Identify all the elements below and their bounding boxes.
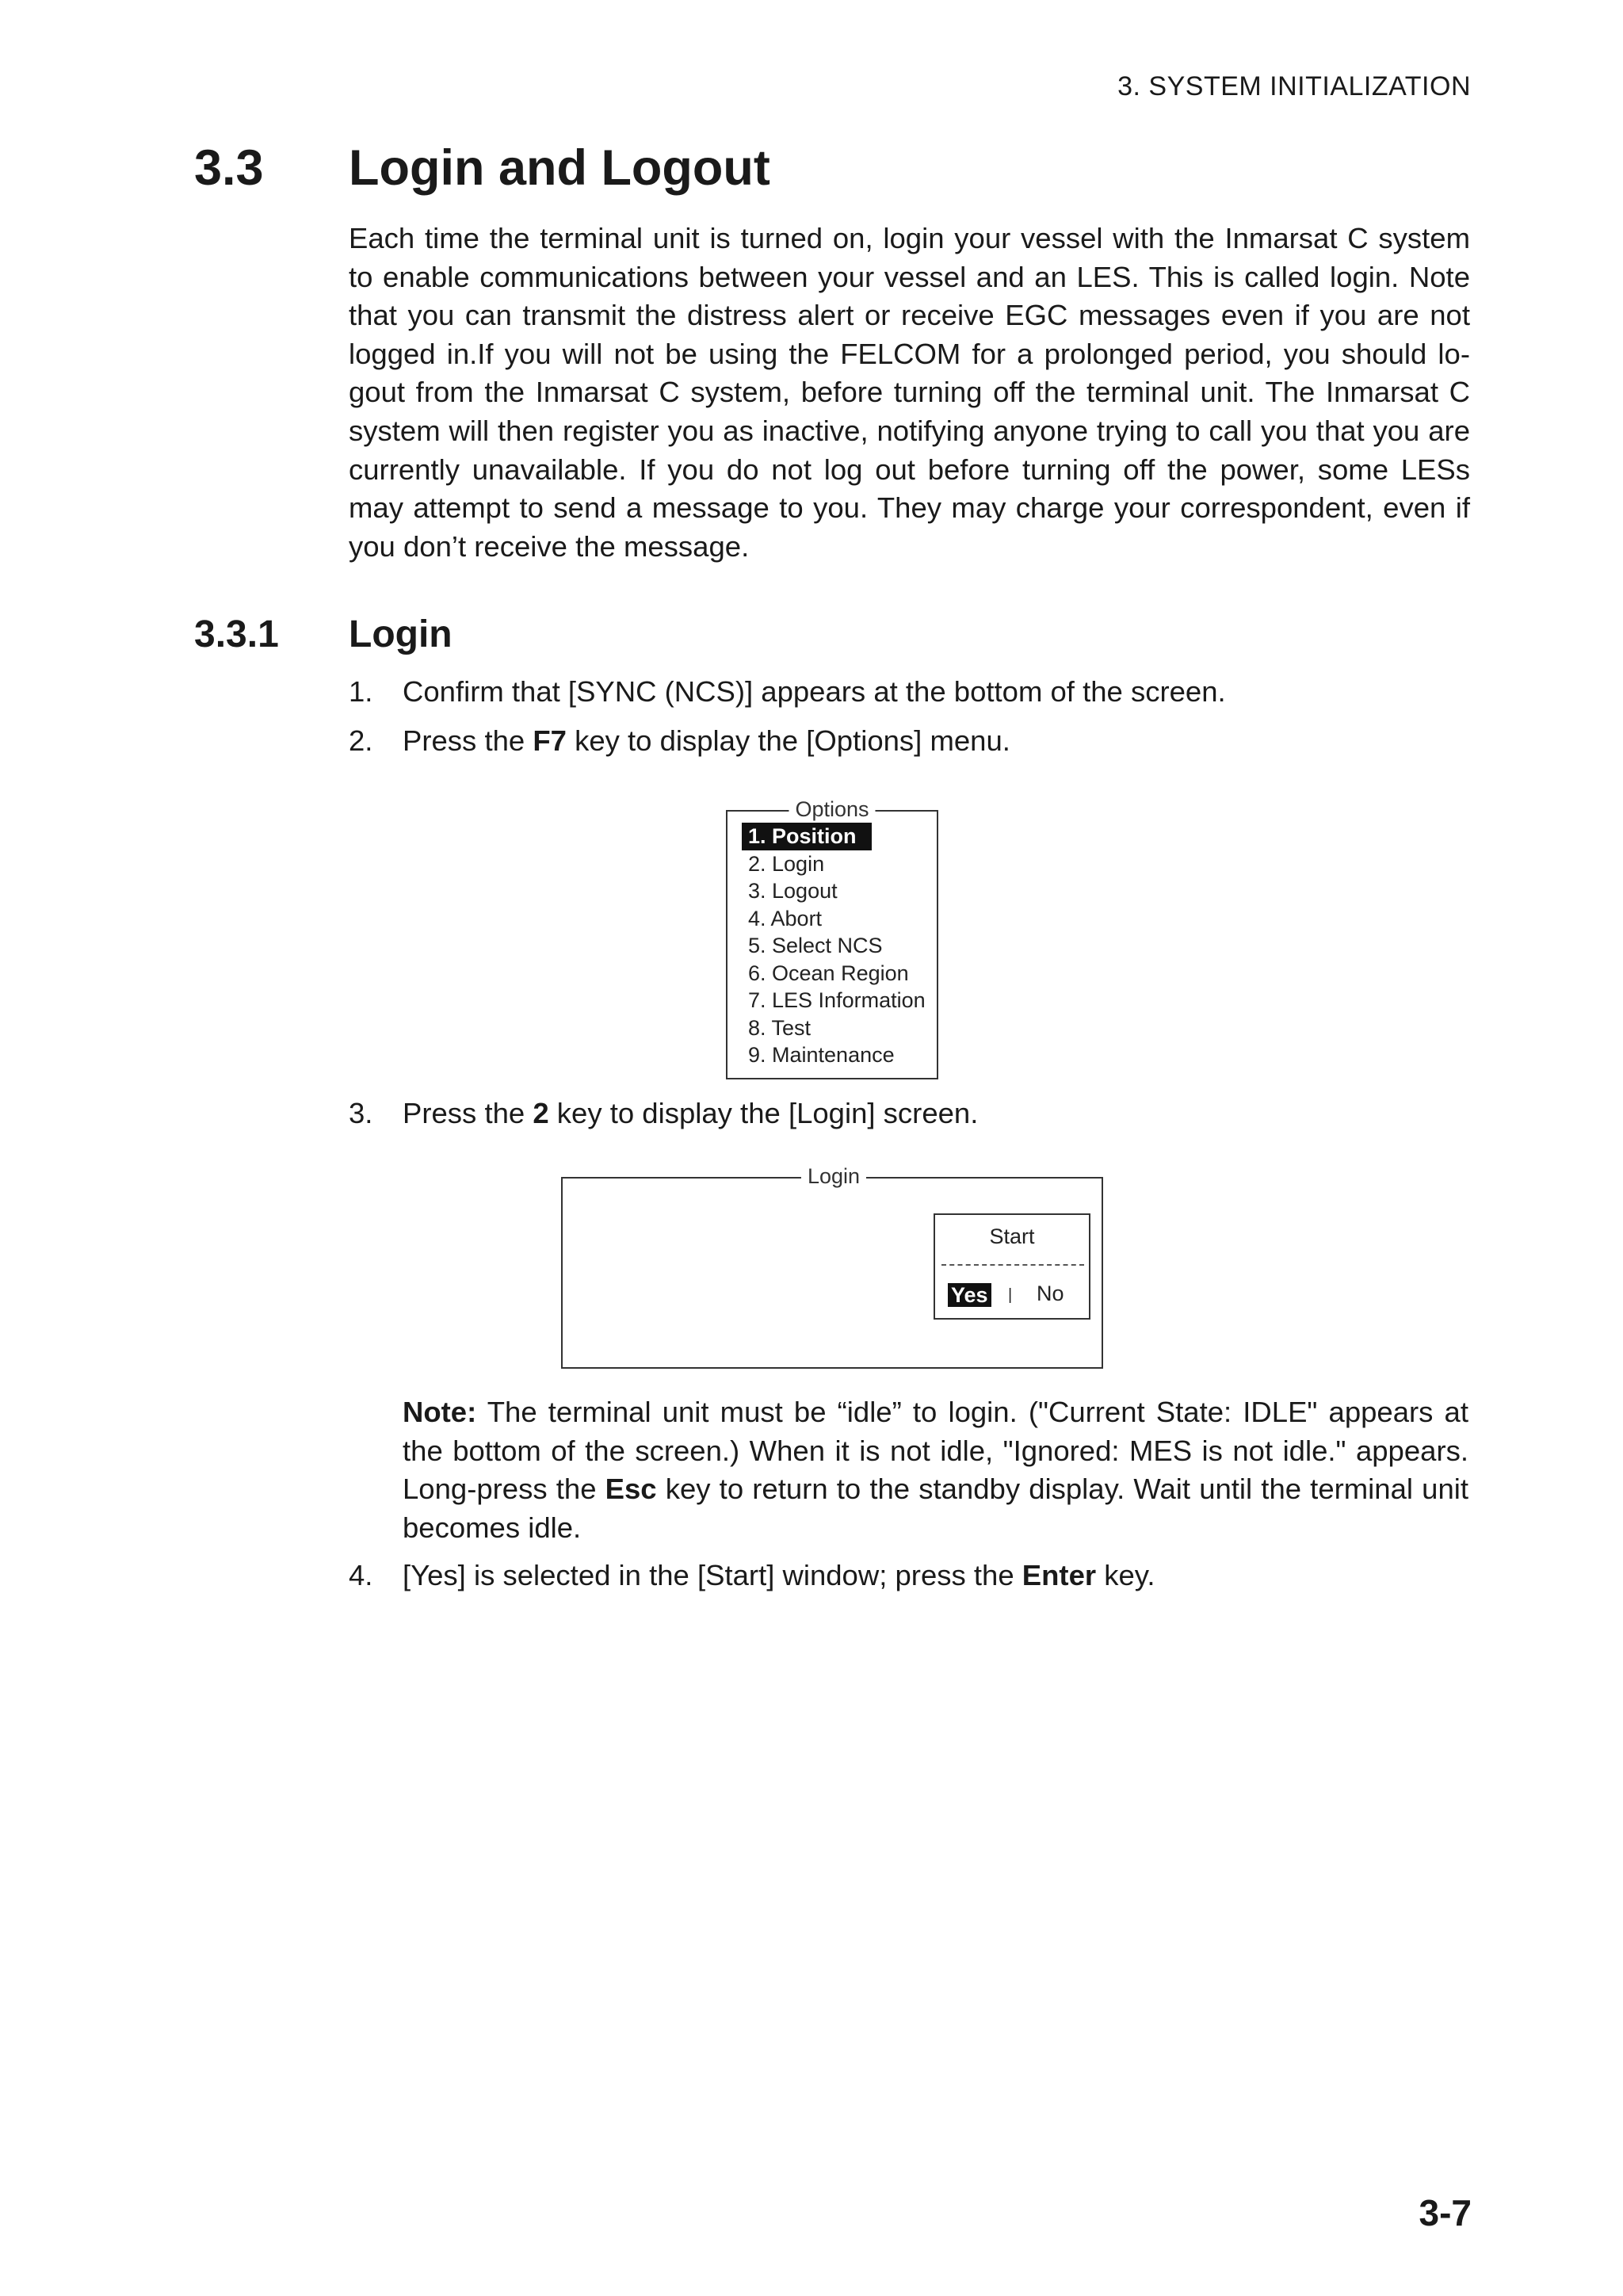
step-text-post: key to display the [Login] screen.: [548, 1097, 979, 1129]
step-text-pre: Press the: [403, 1097, 533, 1129]
subsection-number: 3.3.1: [194, 613, 279, 655]
menu-item-les-information[interactable]: 7. LES Information: [748, 988, 926, 1012]
step-text-pre: [Yes] is selected in the [Start] window; press the: [403, 1559, 1022, 1591]
note-label: Note:: [403, 1396, 477, 1428]
menu-item-select-ncs[interactable]: 5. Select NCS: [748, 934, 883, 957]
step-text: [403, 1557, 1474, 1595]
section-number: 3.3: [194, 140, 264, 196]
menu-item-test[interactable]: 8. Test: [748, 1015, 812, 1040]
option-separator: |: [1008, 1286, 1013, 1304]
step-text-pre: Press the: [403, 724, 533, 757]
section-title: Login and Logout: [349, 140, 770, 196]
running-header: 3. SYSTEM INITIALIZATION: [1117, 71, 1471, 101]
note-text-1: The terminal unit must be “idle” to login. ("Current State: IDLE" appears at the bottom of the screen.) When it is not idle, "Ignored: MES is not idle." appears. Long-press the: [403, 1396, 1468, 1506]
step-1: [349, 673, 1474, 712]
subsection-title: Login: [349, 613, 453, 655]
step-text: Confirm that [SYNC (NCS)] appears at the bottom of the screen.: [403, 675, 1226, 708]
step-3: [349, 1095, 1474, 1133]
options-menu: [726, 797, 938, 1079]
yes-button[interactable]: Yes: [948, 1283, 991, 1307]
key-name: 2: [533, 1097, 549, 1129]
section-heading: [194, 139, 770, 197]
step-text-post: key.: [1096, 1559, 1155, 1591]
step-text: [403, 722, 1474, 761]
page-number: 3-7: [1419, 2192, 1472, 2233]
menu-item-position[interactable]: 1. Position: [742, 823, 872, 850]
login-screen: [561, 1164, 1103, 1369]
step-text: [403, 1095, 1474, 1133]
subsection-heading: [194, 613, 453, 656]
step-number: 2.: [349, 724, 373, 757]
step-text-post: key to display the [Options] menu.: [566, 724, 1010, 757]
key-name: Enter: [1022, 1559, 1097, 1591]
step-number: 1.: [349, 675, 373, 708]
note-text-2: key to return to the standby display. Wait until the terminal unit becomes idle.: [403, 1473, 1468, 1544]
menu-item-maintenance[interactable]: 9. Maintenance: [748, 1043, 895, 1067]
key-name: F7: [533, 724, 567, 757]
divider: [941, 1264, 1084, 1266]
menu-item-logout[interactable]: 3. Logout: [748, 879, 838, 903]
key-name: Esc: [605, 1473, 657, 1506]
options-menu-list: [742, 823, 926, 1069]
start-window: [934, 1213, 1090, 1320]
no-button[interactable]: No: [1037, 1282, 1064, 1305]
login-screen-title: Login: [801, 1164, 866, 1189]
menu-item-abort[interactable]: 4. Abort: [748, 906, 823, 930]
start-window-title: Start: [989, 1224, 1035, 1248]
step-number: 3.: [349, 1097, 373, 1129]
menu-item-ocean-region[interactable]: 6. Ocean Region: [748, 961, 909, 985]
step-2: [349, 722, 1474, 761]
menu-item-login[interactable]: 2. Login: [748, 851, 825, 876]
step-4: [349, 1557, 1474, 1595]
note-paragraph: [403, 1393, 1468, 1547]
step-number: 4.: [349, 1559, 373, 1591]
intro-paragraph: Each time the terminal unit is turned on, login your vessel with the Inmarsat C system to enable communications between your vessel and an LES. This is called login. Note that you can transmit the distress alert or receive EGC messages even if you are not logged in.If you will not be using the FELCOM for a prolonged period, you should lo-gout from the Inmarsat C system, before turning off the terminal unit. The Inmarsat C system will then register you as inactive, notifying anyone trying to call you that you are currently unavailable. If you do not log out before turning off the power, some LESs may attempt to send a message to you. They may charge your correspondent, even if you don’t receive the message.: [349, 222, 1470, 563]
options-menu-title: Options: [789, 797, 875, 822]
